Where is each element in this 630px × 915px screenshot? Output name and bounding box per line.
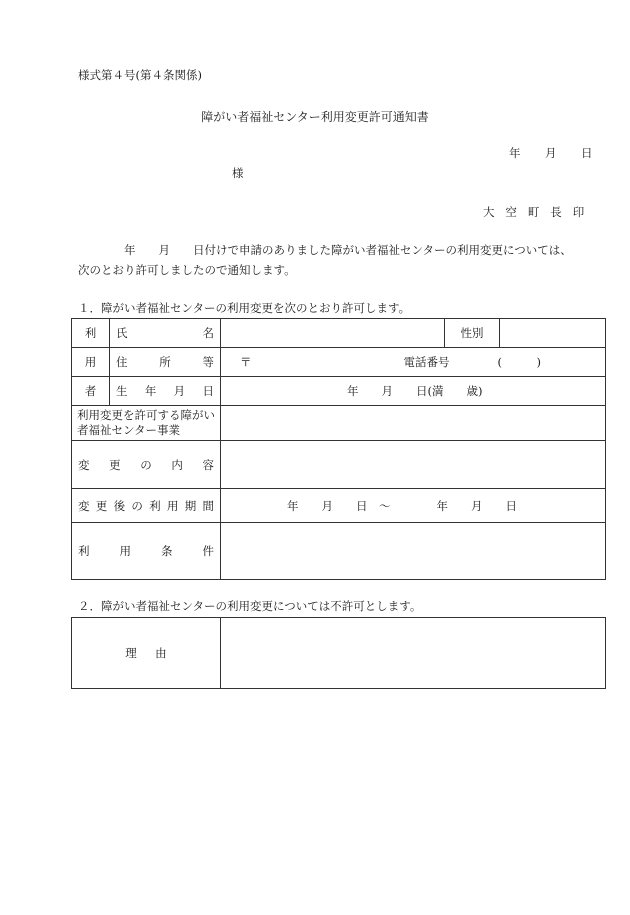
- phone-label: 電話番号: [403, 355, 450, 369]
- dob-value: 年 月 日(満 歳): [347, 384, 483, 398]
- change-content-label-cell: [72, 441, 221, 489]
- document-title: 障がい者福祉センター利用変更許可通知書: [201, 110, 429, 124]
- facility-field[interactable]: [221, 406, 606, 441]
- user-label-char-2: 用: [72, 348, 110, 377]
- dob-label-cell: [110, 377, 221, 406]
- approval-table: [71, 318, 606, 580]
- user-label-char-3: 者: [72, 377, 110, 406]
- period-label-cell: [72, 489, 221, 523]
- name-label-cell: [110, 319, 221, 348]
- phone-parens: ( ): [497, 355, 541, 369]
- date-month-label: 月: [545, 146, 557, 160]
- period-field[interactable]: [221, 489, 606, 523]
- rejection-table: [71, 617, 606, 689]
- issuer-seal: 大空町長印: [483, 205, 596, 219]
- date-year-label: 年: [509, 146, 521, 160]
- gender-field[interactable]: [500, 319, 606, 348]
- conditions-label-cell: [72, 523, 221, 580]
- gender-label: 性別: [445, 319, 500, 348]
- user-label-char-1: 利: [72, 319, 110, 348]
- dob-field[interactable]: [221, 377, 606, 406]
- address-field[interactable]: [221, 348, 606, 377]
- facility-label: 利用変更を許可する障がい者福祉センター事業: [72, 406, 221, 441]
- address-label-cell: [110, 348, 221, 377]
- postal-mark: 〒: [240, 355, 252, 369]
- period-label: 変 更 後 の 利 用 期 間: [78, 498, 214, 513]
- conditions-field[interactable]: [221, 523, 606, 580]
- dob-label: 生 年 月 日: [116, 384, 214, 398]
- reason-field[interactable]: [221, 618, 606, 689]
- conditions-label: 利 用 条 件: [78, 544, 214, 558]
- change-content-field[interactable]: [221, 441, 606, 489]
- date-day-label: 日: [581, 146, 593, 160]
- reason-label-cell: [72, 618, 221, 689]
- name-label: 氏 名: [116, 326, 214, 340]
- name-field[interactable]: [221, 319, 445, 348]
- reason-label: 理由: [125, 646, 186, 660]
- period-value: 年 月 日 ～ 年 月 日: [287, 498, 517, 513]
- section2-heading: ２．障がい者福祉センターの利用変更については不許可とします。: [78, 599, 422, 613]
- form-number: 様式第４号(第４条関係): [78, 68, 202, 82]
- address-label: 住 所 等: [116, 355, 214, 369]
- addressee-suffix: 様: [232, 166, 244, 180]
- section1-heading: １．障がい者福祉センターの利用変更を次のとおり許可します。: [78, 301, 411, 315]
- body-text-line-1: 年 月 日付けで申請のありました障がい者福祉センターの利用変更については、: [78, 243, 572, 257]
- change-content-label: 変 更 の 内 容: [78, 457, 214, 472]
- body-text-line-2: 次のとおり許可しましたので通知します。: [78, 263, 296, 277]
